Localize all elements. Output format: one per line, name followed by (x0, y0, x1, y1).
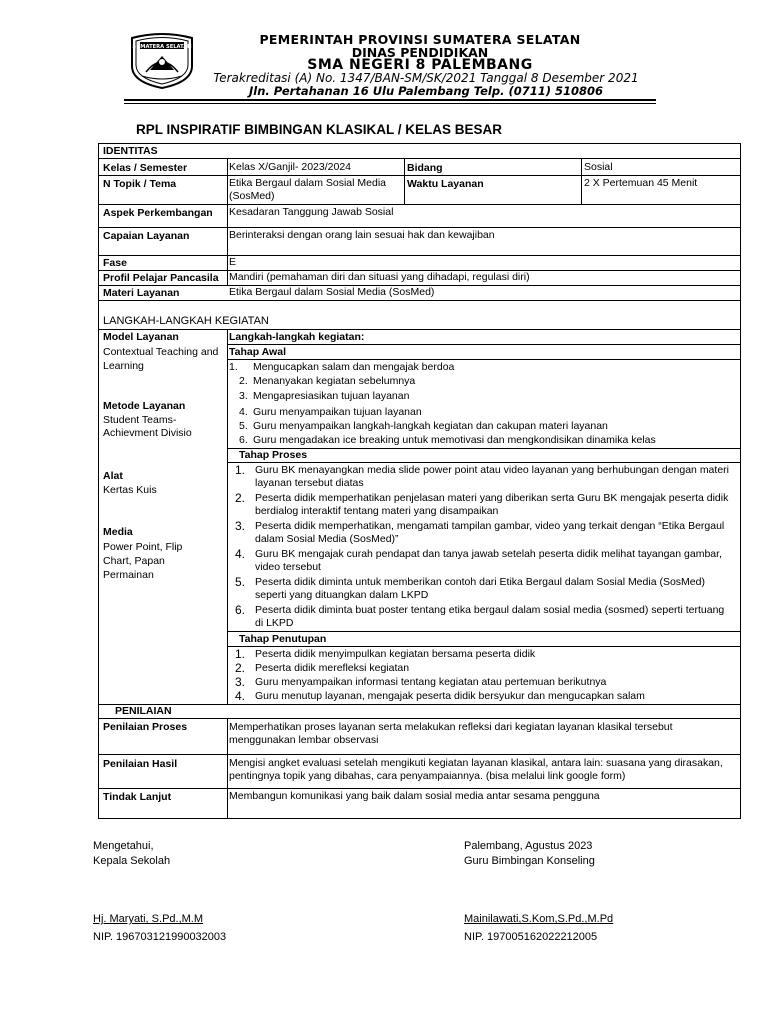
principal-nip: NIP. 196703121990032003 (93, 931, 227, 943)
sig-right-line2: Guru Bimbingan Konseling (464, 855, 595, 867)
aspek-value: Kesadaran Tanggung Jawab Sosial (229, 206, 394, 218)
identitas-header: IDENTITAS (103, 145, 158, 157)
tahap-proses-header: Tahap Proses (239, 449, 308, 461)
model-value: Contextual Teaching and Learning (103, 346, 219, 372)
letterhead-accreditation: Terakreditasi (A) No. 1347/BAN-SM/SK/2021 Tanggal 8 Desember 2021 (213, 71, 639, 85)
svg-text:SUMATERA SELATAN: SUMATERA SELATAN (132, 43, 192, 50)
penutupan-item: 4. Guru menutup layanan, mengajak peserta didik bersyukur dan mengucapkan salam (235, 689, 645, 703)
steps-header: Langkah-langkah kegiatan: (229, 331, 365, 343)
capaian-value: Berinteraksi dengan orang lain sesuai hak dan kewajiban (229, 229, 495, 241)
langkah-header: LANGKAH-LANGKAH KEGIATAN (103, 315, 269, 327)
alat-label: Alat (103, 470, 123, 482)
materi-label: Materi Layanan (103, 287, 180, 299)
fase-value: E (229, 256, 237, 268)
sig-left-line1: Mengetahui, (93, 840, 154, 852)
tindak-lanjut-value: Membangun komunikasi yang baik dalam sosial media antar sesama pengguna (229, 790, 600, 802)
awal-item: 5. Guru menyampaikan langkah-langkah kegiatan dan cakupan materi layanan (239, 420, 608, 432)
topik-value: Etika Bergaul dalam Sosial Media (SosMed) (229, 177, 386, 202)
penilaian-proses-label: Penilaian Proses (103, 721, 188, 733)
tindak-lanjut-label: Tindak Lanjut (103, 791, 172, 803)
materi-value: Etika Bergaul dalam Sosial Media (SosMed) (229, 286, 435, 298)
counselor-nip: NIP. 197005162022212005 (464, 931, 598, 943)
penilaian-hasil-label: Penilaian Hasil (103, 758, 178, 770)
awal-item: 6. Guru mengadakan ice breaking untuk memotivasi dan mengkondisikan dinamika kelas (239, 434, 656, 446)
metode-label: Metode Layanan (103, 400, 186, 412)
waktu-label: Waktu Layanan (407, 178, 484, 190)
kelas-value: Kelas X/Ganjil- 2023/2024 (229, 161, 351, 173)
penilaian-hasil-value: Mengisi angket evaluasi setelah mengikuti kegiatan layanan klasikal, antara lain: suasana yang dirasakan, pentingnya topik yang dibahas, cara penyampaiannya. (bisa melalui link google form) (229, 757, 723, 782)
awal-item: 4. Guru menyampaikan tujuan layanan (239, 406, 422, 418)
aspek-label: Aspek Perkembangan (103, 207, 213, 219)
proses-item: 2. Peserta didik memperhatikan penjelasan materi yang diberikan serta Guru BK mengajak peserta didik berdialog interaktif tentang materi yang disampaikan (235, 491, 729, 517)
waktu-value: 2 X Pertemuan 45 Menit (584, 177, 698, 189)
awal-item: 3. Mengapresiasikan tujuan layanan (239, 390, 410, 402)
penilaian-header: PENILAIAN (115, 705, 172, 717)
topik-label: N Topik / Tema (103, 178, 177, 190)
media-value: Power Point, Flip Chart, Papan Permainan (103, 541, 183, 581)
bidang-value: Sosial (584, 161, 613, 173)
tahap-awal-header: Tahap Awal (229, 346, 286, 358)
letterhead-line-2: DINAS PENDIDIKAN (351, 45, 489, 60)
metode-value: Student Teams-Achievment Divisio (103, 414, 192, 439)
letterhead-line-3: SMA NEGERI 8 PALEMBANG (307, 57, 533, 73)
fase-label: Fase (103, 257, 127, 269)
letterhead-address: Jln. Pertahanan 16 Ulu Palembang Telp. (0711) 510806 (248, 84, 604, 98)
tahap-penutupan-header: Tahap Penutupan (239, 633, 327, 645)
kelas-label: Kelas / Semester (103, 162, 188, 174)
profil-label: Profil Pelajar Pancasila (103, 272, 219, 284)
proses-item: 6. Peserta didik diminta buat poster tentang etika bergaul dalam sosial media (sosmed) seperti tertuang di LKPD (235, 603, 725, 629)
sig-left-line2: Kepala Sekolah (93, 855, 171, 867)
proses-item: 5. Peserta didik diminta untuk memberikan contoh dari Etika Bergaul dalam Sosial Media (SosMed) seperti yang dituangkan dalam LKPD (235, 575, 705, 601)
model-label: Model Layanan (103, 331, 179, 343)
penutupan-item: 2. Peserta didik merefleksi kegiatan (235, 661, 410, 675)
bidang-label: Bidang (407, 162, 443, 174)
proses-item: 3. Peserta didik memperhatikan, mengamati tampilan gambar, video yang terkait dengan “Etika Bergaul dalam Sosial Media (SosMed)” (235, 519, 725, 545)
awal-item: 2. Menanyakan kegiatan sebelumnya (239, 375, 416, 387)
school-logo (126, 32, 198, 90)
letterhead-line-1: PEMERINTAH PROVINSI SUMATERA SELATAN (259, 32, 581, 47)
letterhead-rule-thin (124, 103, 656, 104)
proses-item: 4. Guru BK mengajak curah pendapat dan tanya jawab setelah peserta didik melihat tayangan gambar, video tersebut (235, 547, 722, 573)
sig-right-line1: Palembang, Agustus 2023 (464, 840, 593, 852)
letterhead-rule (124, 99, 656, 101)
profil-value: Mandiri (pemahaman diri dan situasi yang dihadapi, regulasi diri) (229, 271, 530, 283)
media-label: Media (103, 526, 133, 538)
principal-name: Hj. Maryati, S.Pd.,M.M (93, 913, 204, 925)
penutupan-item: 1. Peserta didik menyimpulkan kegiatan bersama peserta didik (235, 647, 536, 661)
proses-item: 1. Guru BK menayangkan media slide power point atau video layanan yang berhubungan dengan materi layanan tersebut diatas (235, 463, 729, 489)
penilaian-proses-value: Memperhatikan proses layanan serta melakukan refleksi dari kegiatan layanan klasikal tersebut menggunakan lembar observasi (229, 721, 673, 746)
alat-value: Kertas Kuis (103, 484, 157, 496)
document-title: RPL INSPIRATIF BIMBINGAN KLASIKAL / KELAS BESAR (136, 122, 503, 137)
counselor-name: Mainilawati,S.Kom,S.Pd.,M.Pd (464, 913, 614, 925)
capaian-label: Capaian Layanan (103, 230, 190, 242)
rpl-table (98, 143, 741, 819)
penutupan-item: 3. Guru menyampaikan informasi tentang kegiatan atau pertemuan berikutnya (235, 675, 607, 689)
awal-item: 1. Mengucapkan salam dan mengajak berdoa (229, 361, 455, 373)
